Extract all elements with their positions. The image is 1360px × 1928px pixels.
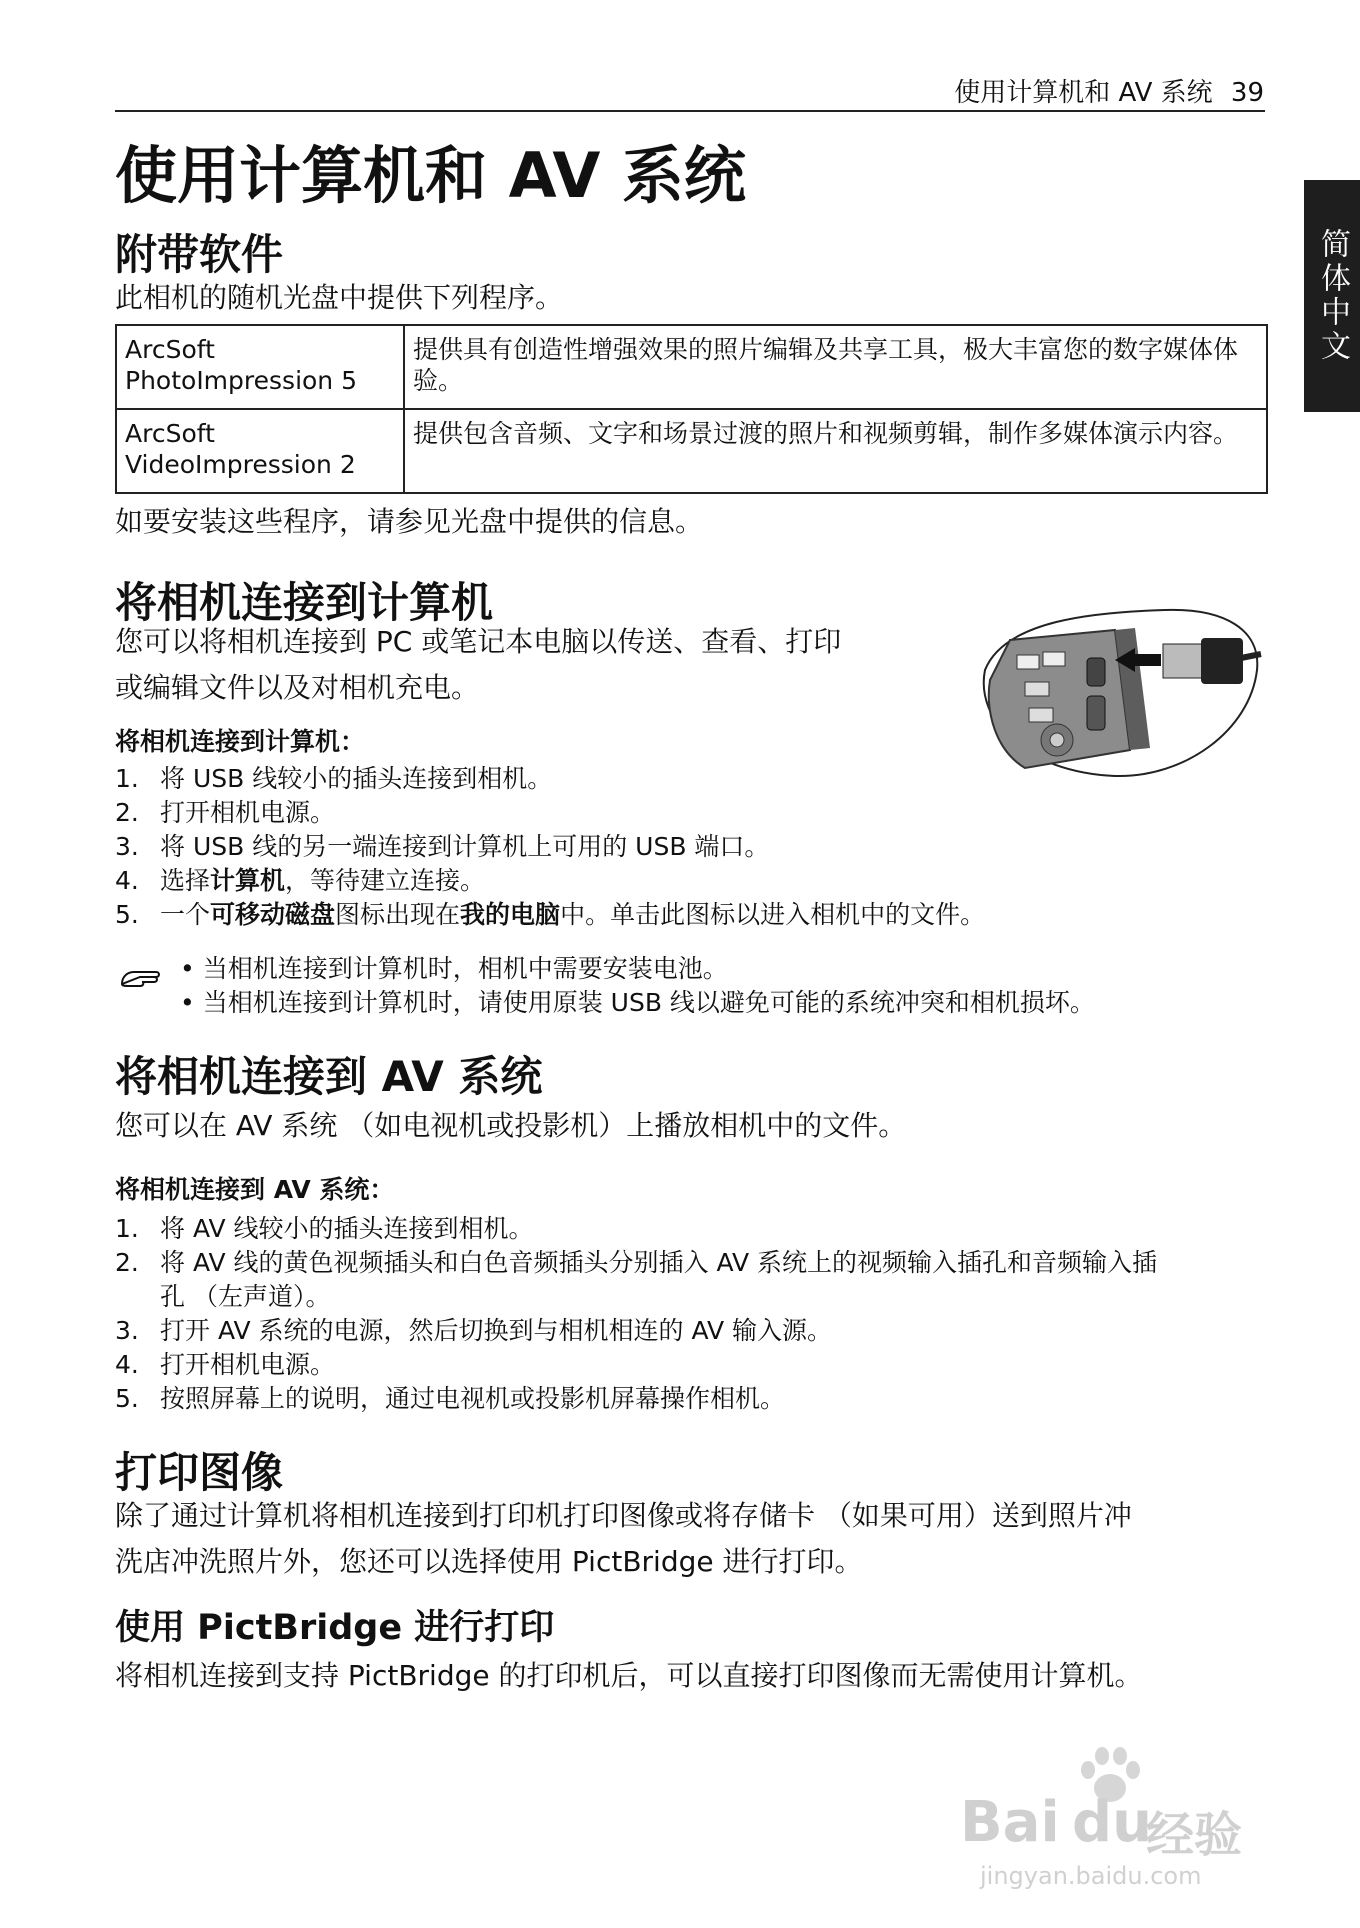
- watermark-brand2: du: [1072, 1790, 1152, 1855]
- list-item: [115, 1246, 1265, 1280]
- step-text: ，等待建立连接。: [285, 866, 486, 895]
- step-text: 将 AV 线较小的插头连接到相机。: [160, 1214, 534, 1243]
- running-header: [954, 72, 1264, 109]
- pictbridge-heading: 使用 PictBridge 进行打印: [115, 1608, 555, 1648]
- list-item: [115, 1314, 1265, 1348]
- pointing-hand-icon: [120, 964, 168, 992]
- step-text: 图标出现在: [335, 900, 461, 929]
- note-item: • 当相机连接到计算机时，相机中需要安装电池。: [180, 954, 728, 983]
- step-text: 中。单击此图标以进入相机中的文件。: [560, 900, 986, 929]
- step-text: 孔 （左声道）。: [160, 1282, 331, 1311]
- language-tab-label: 简体中文: [1315, 228, 1350, 364]
- list-item: [115, 762, 1265, 796]
- av-subheading: 将相机连接到 AV 系统：: [115, 1175, 395, 1204]
- software-name-cell: [116, 409, 404, 493]
- install-note: 如要安装这些程序，请参见光盘中提供的信息。: [115, 505, 704, 538]
- software-vendor: ArcSoft: [125, 419, 215, 448]
- software-product: PhotoImpression 5: [125, 366, 358, 395]
- step-text: 按照屏幕上的说明，通过电视机或投影机屏幕操作相机。: [160, 1384, 786, 1413]
- software-name-cell: [116, 325, 404, 409]
- camera-usb-illustration: [965, 600, 1265, 780]
- computer-heading: 将相机连接到计算机: [115, 578, 494, 627]
- step-number: 4.: [115, 866, 139, 895]
- list-item: [115, 898, 1265, 932]
- baidu-watermark: [960, 1740, 1260, 1890]
- step-number: 1.: [115, 1214, 139, 1243]
- step-text: 将 USB 线较小的插头连接到相机。: [160, 764, 553, 793]
- table-row: [116, 409, 1267, 493]
- pictbridge-text: 将相机连接到支持 PictBridge 的打印机后，可以直接打印图像而无需使用计算机。: [115, 1659, 1143, 1692]
- list-item: [115, 1348, 1265, 1382]
- list-item: [115, 1280, 1265, 1314]
- step-text: 打开相机电源。: [160, 798, 336, 827]
- list-item: [115, 796, 1265, 830]
- step-number: 5.: [115, 900, 139, 929]
- page-title: 使用计算机和 AV 系统: [115, 139, 746, 212]
- list-item: [115, 1382, 1265, 1416]
- step-text: 一个: [160, 900, 211, 929]
- av-steps: [115, 1212, 1265, 1416]
- step-emphasis: 我的电脑: [460, 900, 561, 929]
- computer-steps: [115, 762, 1265, 932]
- language-tab: [1304, 180, 1360, 412]
- watermark-url: jingyan.baidu.com: [980, 1862, 1202, 1890]
- step-text: 选择: [160, 866, 211, 895]
- note-text: 当相机连接到计算机时，请使用原装 USB 线以避免可能的系统冲突和相机损坏。: [202, 988, 1095, 1017]
- note-item: • 当相机连接到计算机时，请使用原装 USB 线以避免可能的系统冲突和相机损坏。: [180, 988, 1095, 1017]
- step-number: 5.: [115, 1384, 139, 1413]
- step-number: 2.: [115, 798, 139, 827]
- print-intro-line1: 除了通过计算机将相机连接到打印机打印图像或将存储卡 （如果可用）送到照片冲: [115, 1499, 1132, 1532]
- step-number: 3.: [115, 832, 139, 861]
- step-number: 2.: [115, 1248, 139, 1277]
- computer-intro-line1: 您可以将相机连接到 PC 或笔记本电脑以传送、查看、打印: [115, 625, 842, 658]
- software-desc: 提供具有创造性增强效果的照片编辑及共享工具，极大丰富您的数字媒体体验。: [404, 325, 1267, 409]
- computer-notes: [180, 952, 1270, 1020]
- software-product: VideoImpression 2: [125, 450, 356, 479]
- computer-intro-line2: 或编辑文件以及对相机充电。: [115, 671, 480, 704]
- step-emphasis: 计算机: [210, 866, 286, 895]
- step-number: 3.: [115, 1316, 139, 1345]
- running-title: 使用计算机和 AV 系统: [954, 78, 1213, 108]
- step-emphasis: 可移动磁盘: [210, 900, 336, 929]
- step-text: 打开相机电源。: [160, 1350, 336, 1379]
- step-number: 1.: [115, 764, 139, 793]
- software-desc: 提供包含音频、文字和场景过渡的照片和视频剪辑，制作多媒体演示内容。: [404, 409, 1267, 493]
- page-number: 39: [1230, 78, 1264, 108]
- step-text: 打开 AV 系统的电源，然后切换到与相机相连的 AV 输入源。: [160, 1316, 832, 1345]
- computer-subheading: 将相机连接到计算机：: [115, 727, 366, 756]
- note-text: 当相机连接到计算机时，相机中需要安装电池。: [202, 954, 728, 983]
- watermark-brand: Bai: [960, 1790, 1060, 1855]
- step-text: 将 USB 线的另一端连接到计算机上可用的 USB 端口。: [160, 832, 770, 861]
- table-row: [116, 325, 1267, 409]
- list-item: [115, 830, 1265, 864]
- software-heading: 附带软件: [115, 230, 284, 279]
- print-heading: 打印图像: [115, 1448, 284, 1497]
- list-item: [115, 1212, 1265, 1246]
- software-vendor: ArcSoft: [125, 335, 215, 364]
- av-heading: 将相机连接到 AV 系统: [115, 1052, 543, 1101]
- print-intro-line2: 洗店冲洗照片外，您还可以选择使用 PictBridge 进行打印。: [115, 1545, 863, 1578]
- software-table: [115, 324, 1268, 494]
- software-intro: 此相机的随机光盘中提供下列程序。: [115, 281, 564, 314]
- av-intro: 您可以在 AV 系统 （如电视机或投影机）上播放相机中的文件。: [115, 1109, 907, 1142]
- list-item: [115, 864, 1265, 898]
- step-number: 4.: [115, 1350, 139, 1379]
- step-text: 将 AV 线的黄色视频插头和白色音频插头分别插入 AV 系统上的视频输入插孔和音频输入插: [160, 1248, 1158, 1277]
- watermark-cn: 经验: [1146, 1807, 1243, 1863]
- header-rule: [115, 110, 1265, 112]
